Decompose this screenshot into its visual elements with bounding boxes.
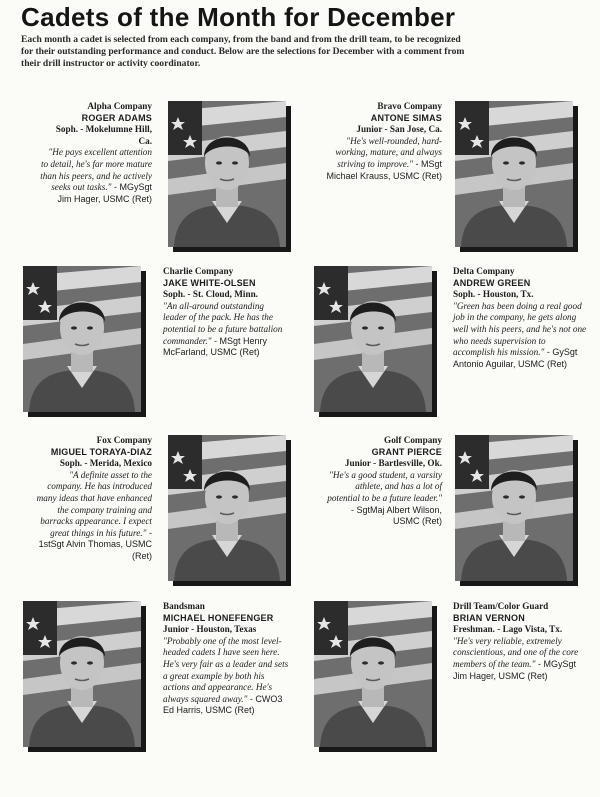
cadet-block-golf bbox=[322, 435, 442, 528]
cadet-photo-drill bbox=[314, 601, 432, 747]
cadet-quote: "An all-around outstanding leader of the pack. He has the potential to be a future battalion commander." bbox=[163, 300, 283, 346]
quote-attribution: - MSgt Henry McFarland, USMC (Ret) bbox=[163, 335, 268, 358]
cadet-photo-golf bbox=[455, 435, 573, 581]
cadet-class: Freshman. - Lago Vista, Tx. bbox=[453, 624, 563, 635]
cadet-block-drill bbox=[453, 601, 585, 682]
cadet-class: Junior - San Jose, Ca. bbox=[356, 124, 442, 135]
cadet-quote: "He's very reliable, extremely conscientious, and one of the core members of the team." bbox=[453, 635, 579, 669]
cadet-quote: "A definite asset to the company. He has introduced many ideas that have enhanced the company training and barracks appearance. I expect great things in his future." bbox=[36, 469, 152, 538]
cadet-name: JAKE WHITE-OLSEN bbox=[163, 277, 256, 288]
cadet-photo-alpha bbox=[168, 101, 286, 247]
cadet-class: Soph. - St. Cloud, Minn. bbox=[163, 289, 258, 300]
company-label: Drill Team/Color Guard bbox=[453, 601, 549, 611]
cadet-quote: "He's well-rounded, hard-working, mature, and always striving to improve." bbox=[335, 135, 442, 169]
quote-attribution: - MGySgt Jim Hager, USMC (Ret) bbox=[453, 658, 576, 681]
cadet-name: GRANT PIERCE bbox=[371, 446, 442, 457]
cadet-block-band bbox=[163, 601, 291, 717]
cadet-quote: "He pays excellent attention to detail, he's far more mature than his peers, and he actively seeks out tasks." bbox=[40, 147, 152, 193]
cadet-photo-fox bbox=[168, 435, 286, 581]
cadet-block-delta bbox=[453, 266, 589, 370]
cadet-block-bravo bbox=[322, 101, 442, 182]
company-label: Charlie Company bbox=[163, 266, 234, 276]
cadet-quote: "He's a good student, a varsity athlete, and has a lot of potential to be a future leader." bbox=[327, 469, 442, 503]
cadet-name: MIGUEL TORAYA-DIAZ bbox=[50, 446, 152, 457]
cadet-block-alpha bbox=[40, 101, 152, 205]
company-label: Delta Company bbox=[453, 266, 515, 276]
cadet-quote: "Green has been doing a real good job in the company, he gets along well with his peers, and he's not one who needs supervision to accomplish his mission." bbox=[453, 300, 587, 358]
cadet-name: BRIAN VERNON bbox=[453, 612, 525, 623]
company-label: Golf Company bbox=[384, 435, 442, 445]
cadet-photo-delta bbox=[314, 266, 432, 412]
cadet-name: ANDREW GREEN bbox=[453, 277, 531, 288]
cadet-class: Soph. - Mokelumne Hill, Ca. bbox=[55, 124, 152, 146]
quote-attribution: - GySgt Antonio Aguilar, USMC (Ret) bbox=[453, 347, 578, 369]
cadet-name: ROGER ADAMS bbox=[81, 112, 152, 123]
cadet-class: Junior - Bartlesville, Ok. bbox=[344, 458, 442, 469]
quote-attribution: - 1stSgt Alvin Thomas, USMC (Ret) bbox=[38, 527, 152, 561]
cadet-class: Soph. - Merida, Mexico bbox=[59, 458, 152, 469]
cadet-name: ANTONE SIMAS bbox=[370, 112, 442, 123]
cadet-photo-bravo bbox=[455, 101, 573, 247]
cadet-block-fox bbox=[36, 435, 152, 563]
quote-attribution: - MSgt Michael Krauss, USMC (Ret) bbox=[326, 158, 442, 181]
cadet-photo-charlie bbox=[23, 266, 141, 412]
company-label: Fox Company bbox=[96, 435, 152, 445]
cadet-class: Junior - Houston, Texas bbox=[163, 624, 257, 635]
cadet-quote: "Probably one of the most level-headed cadets I have seen here. He's very fair as a leader and sets a great example by both his actions and appearance. He's always squared away." bbox=[163, 635, 289, 704]
company-label: Bravo Company bbox=[377, 101, 442, 111]
cadet-class: Soph. - Houston, Tx. bbox=[453, 289, 534, 300]
intro-paragraph: Each month a cadet is selected from each company, from the band and from the drill team, to be recognized for their outstanding performance and conduct. Below are the selections for December with a comment from their drill instructor or activity coordinator. bbox=[21, 34, 465, 69]
quote-attribution: - MGySgt Jim Hager, USMC (Ret) bbox=[57, 182, 152, 204]
cadet-name: MICHAEL HONEFENGER bbox=[163, 612, 274, 623]
quote-attribution: - CWO3 Ed Harris, USMC (Ret) bbox=[163, 693, 283, 716]
company-label: Bandsman bbox=[163, 601, 205, 611]
cadet-block-charlie bbox=[163, 266, 283, 359]
cadet-photo-band bbox=[23, 601, 141, 747]
page-title: Cadets of the Month for December bbox=[21, 2, 456, 32]
quote-attribution: - SgtMaj Albert Wilson, USMC (Ret) bbox=[350, 504, 442, 527]
company-label: Alpha Company bbox=[87, 101, 152, 111]
